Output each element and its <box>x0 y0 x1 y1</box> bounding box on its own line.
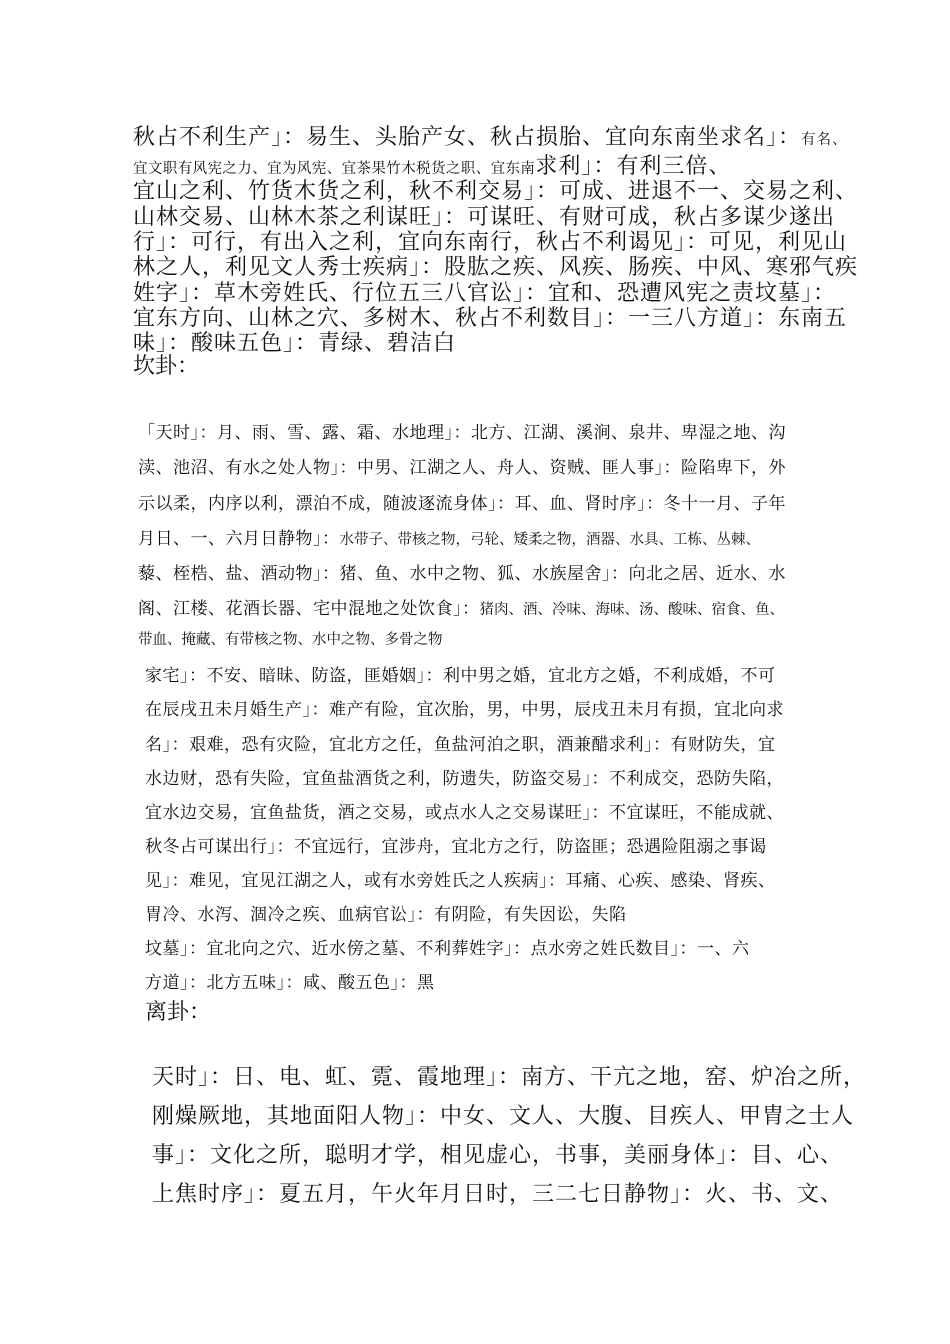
text-line: 宜东方向、山林之穴、多树木、秋占不利数目」：一三八方道」：东南五 <box>133 306 848 331</box>
text-span: 月日、一、六月日静物」： <box>138 529 340 549</box>
text-line: 宜水边交易，宜鱼盐货，酒之交易，或点水人之交易谋旺」：不宜谋旺，不能成就、 <box>145 803 784 823</box>
text-span: 阁、江楼、花酒长器、宅中混地之处饮食」： <box>138 599 480 619</box>
text-line: 事」：文化之所，聪明才学，相见虚心，书事，美丽身体」：目、心、 <box>152 1143 844 1168</box>
text-line: 见」：难见，宜见江湖之人，或有水旁姓氏之人疾病」：耳痛、心疾、感染、肾疾、 <box>145 871 776 891</box>
text-span-small: 水带子、带核之物，弓轮、矮柔之物，酒器、水具、工栋、丛棘、 <box>339 532 760 548</box>
text-line: 带血、掩藏、有带核之物、水中之物、多骨之物 <box>138 632 443 648</box>
text-span-small: 有名、 <box>801 132 848 148</box>
section-heading-li: 离卦： <box>145 1000 212 1025</box>
text-line: 刚燥厥地，其地面阳人物」：中女、文人、大腹、目疾人、甲胄之士人 <box>152 1104 855 1129</box>
text-line: 示以柔，内序以利，漂泊不成，随波逐流身体」：耳、血、肾时序」：冬十一月、子年 <box>138 494 786 514</box>
text-line: 味」：酸味五色」：青绿、碧洁白 <box>133 331 457 356</box>
text-line: 姓字」：草木旁姓氏、行位五三八官讼」：宜和、恐遭风宪之责坟墓」： <box>133 281 837 306</box>
text-line <box>138 524 760 549</box>
text-line: 在辰戌丑未月婚生产」：难产有险，宜次胎，男，中男，辰戌丑未月有损，宜北向求 <box>145 700 784 720</box>
text-line: 藜、桎梏、盐、酒动物」：猪、鱼、水中之物、狐、水族屋舍」：向北之居、近水、水 <box>138 564 786 584</box>
text-line: 山林交易、山林木茶之利谋旺」：可谋旺、有财可成，秋占多谋少遂出 <box>133 205 836 230</box>
text-line: 家宅」：不安、暗昧、防盗，匪婚姻」：利中男之婚，宜北方之婚，不利成婚，不可 <box>145 666 776 686</box>
text-line: 行」：可行，有出入之利，宜向东南行，秋占不利谒见」：可见，利见山 <box>133 230 848 255</box>
text-span-small: 宜文职有风宪之力、宜为风宪、宜茶果竹木税货之职、宜东南 <box>133 161 536 177</box>
text-line: 天时」：日、电、虹、霓、霞地理」：南方、干亢之地，窑、炉冶之所， <box>152 1065 867 1090</box>
text-line <box>138 594 784 619</box>
text-line: 方道」：北方五味」：咸、酸五色」：黑 <box>145 973 435 993</box>
text-line: 林之人，利见文人秀士疾病」：股肱之疾、风疾、肠疾、中风、寒邪气疾 <box>133 255 859 280</box>
text-line <box>133 120 848 151</box>
text-line: 上焦时序」：夏五月，午火年月日时，三二七日静物」：火、书、文、 <box>152 1182 844 1207</box>
text-line: 渎、池沼、有水之处人物」：中男、江湖之人、舟人、资贼、匪人事」：险陷卑下，外 <box>138 458 786 478</box>
text-span: 秋占不利生产」：易生、头胎产女、秋占损胎、宜向东南坐求名」： <box>133 125 802 150</box>
text-line: 水边财，恐有失险，宜鱼盐酒货之利，防遗失，防盗交易」：不利成交，恐防失陷， <box>145 769 784 789</box>
text-line: 宜山之利、竹货木货之利，秋不利交易」：可成、进退不一、交易之利、 <box>133 179 859 204</box>
text-line: 名」：艰难，恐有灾险，宜北方之任，鱼盐河泊之职，酒兼醋求利」：有财防失，宜 <box>145 735 776 755</box>
text-line: 「天时」：月、雨、雪、露、霜、水地理」：北方、江湖、溪涧、泉井、卑湿之地、沟 <box>138 423 786 443</box>
text-line: 胃冷、水泻、涸冷之疾、血病官讼」：有阴险，有失因讼，失陷 <box>145 905 627 925</box>
text-span-small: 猪肉、酒、冷味、海味、汤、酸味、宿食、鱼、 <box>479 602 784 618</box>
section-heading-kan: 坎卦： <box>133 354 200 379</box>
text-line: 秋冬占可谋出行」：不宜远行，宜涉舟，宜北方之行，防盗匪；恐遇险阻溺之事谒 <box>145 837 767 857</box>
text-span: 求利」：有利三倍、 <box>535 154 732 179</box>
text-line: 坟墓」：宜北向之穴、近水傍之墓、不利葬姓字」：点水旁之姓氏数目」：一、六 <box>145 939 750 959</box>
